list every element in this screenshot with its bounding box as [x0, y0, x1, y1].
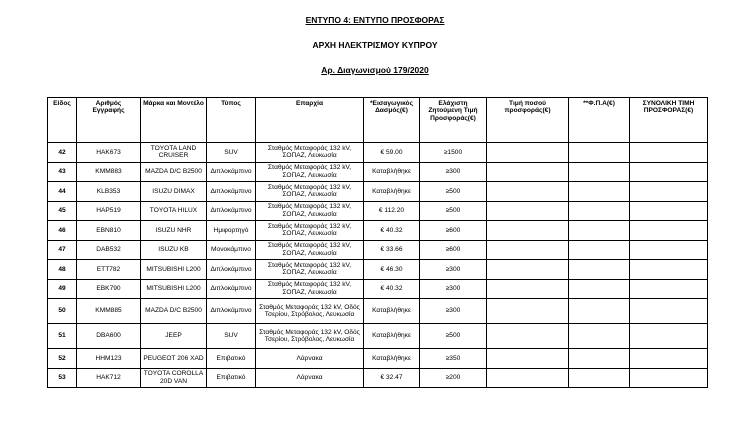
cell-item: 49 [48, 279, 77, 299]
cell-type: Επιβατικό [207, 349, 256, 369]
cell-min-price: ≥500 [420, 201, 487, 221]
header-row [48, 98, 708, 143]
cell-min-price: ≥600 [420, 240, 487, 260]
cell-district: Σταθμός Μεταφοράς 132 kV, Οδός Τσερίου, Στρόβολος, Λευκωσία [256, 324, 364, 349]
cell-registration: HHM123 [77, 349, 141, 369]
offer-price-input-cell[interactable] [487, 182, 569, 202]
cell-min-price: ≥300 [420, 299, 487, 324]
cell-item: 47 [48, 240, 77, 260]
cell-type: Διπλοκάμπινο [207, 279, 256, 299]
cell-registration: DBA600 [77, 324, 141, 349]
table-row [48, 201, 708, 221]
cell-make-model: MAZDA D/C B2500 [141, 162, 207, 182]
header-make-model: Μάρκα και Μοντέλο [141, 98, 207, 143]
cell-make-model: TOYOTA HILUX [141, 201, 207, 221]
tender-number: Αρ. Διαγωνισμού 179/2020 [321, 65, 429, 75]
offer-price-input-cell[interactable] [487, 260, 569, 280]
cell-registration: EBK790 [77, 279, 141, 299]
cell-import-duty: Καταβλήθηκε [364, 182, 420, 202]
offer-table [47, 97, 708, 388]
table-row [48, 240, 708, 260]
table-row [48, 368, 708, 388]
cell-district: Σταθμός Μεταφοράς 132 kV, ΣΟΠΑΖ, Λευκωσία [256, 221, 364, 241]
table-row [48, 260, 708, 280]
cell-type: Διπλοκάμπινο [207, 201, 256, 221]
cell-type: Διπλοκάμπινο [207, 260, 256, 280]
total-price-input-cell[interactable] [630, 324, 708, 349]
cell-registration: HAK673 [77, 143, 141, 163]
cell-import-duty: Καταβλήθηκε [364, 299, 420, 324]
cell-make-model: JEEP [141, 324, 207, 349]
cell-make-model: ISUZU NHR [141, 221, 207, 241]
cell-min-price: ≥600 [420, 221, 487, 241]
cell-import-duty: Καταβλήθηκε [364, 349, 420, 369]
table-row [48, 299, 708, 324]
header-import-duty: *Εισαγωγικός Δασμός(€) [364, 98, 420, 143]
cell-registration: KMM885 [77, 299, 141, 324]
cell-import-duty: Καταβλήθηκε [364, 162, 420, 182]
cell-make-model: ISUZU DIMAX [141, 182, 207, 202]
cell-item: 42 [48, 143, 77, 163]
cell-registration: KLB353 [77, 182, 141, 202]
cell-import-duty: € 46.30 [364, 260, 420, 280]
vat-input-cell[interactable] [569, 279, 630, 299]
total-price-input-cell[interactable] [630, 201, 708, 221]
cell-make-model: MAZDA D/C B2500 [141, 299, 207, 324]
cell-import-duty: € 33.66 [364, 240, 420, 260]
table-row [48, 162, 708, 182]
cell-type: SUV [207, 324, 256, 349]
header-min-price: Ελάχιστη Ζητούμενη Τιμή Προσφοράς(€) [420, 98, 487, 143]
vat-input-cell[interactable] [569, 221, 630, 241]
table-row [48, 279, 708, 299]
cell-district: Σταθμός Μεταφοράς 132 kV, ΣΟΠΑΖ, Λευκωσία [256, 162, 364, 182]
cell-registration: HAP519 [77, 201, 141, 221]
cell-make-model: TOYOTA LAND CRUISER [141, 143, 207, 163]
table-row [48, 349, 708, 369]
cell-type: Διπλοκάμπινο [207, 299, 256, 324]
cell-registration: HAK712 [77, 368, 141, 388]
form-title: ΕΝΤΥΠΟ 4: ΕΝΤΥΠΟ ΠΡΟΣΦΟΡΑΣ [305, 15, 445, 25]
offer-price-input-cell[interactable] [487, 279, 569, 299]
cell-item: 45 [48, 201, 77, 221]
header-vat: **Φ.Π.Α(€) [569, 98, 630, 143]
cell-district: Σταθμός Μεταφοράς 132 kV, Οδός Τσερίου, Στρόβολος, Λευκωσία [256, 299, 364, 324]
cell-import-duty: Καταβλήθηκε [364, 324, 420, 349]
vat-input-cell[interactable] [569, 162, 630, 182]
cell-registration: EBN810 [77, 221, 141, 241]
cell-min-price: ≥500 [420, 182, 487, 202]
cell-make-model: MITSUBISHI L200 [141, 260, 207, 280]
cell-type: Διπλοκάμπινο [207, 182, 256, 202]
total-price-input-cell[interactable] [630, 349, 708, 369]
cell-district: Σταθμός Μεταφοράς 132 kV, ΣΟΠΑΖ, Λευκωσία [256, 182, 364, 202]
total-price-input-cell[interactable] [630, 260, 708, 280]
vat-input-cell[interactable] [569, 182, 630, 202]
vat-input-cell[interactable] [569, 201, 630, 221]
cell-registration: KMM883 [77, 162, 141, 182]
cell-district: Σταθμός Μεταφοράς 132 kV, ΣΟΠΑΖ, Λευκωσία [256, 240, 364, 260]
cell-min-price: ≥300 [420, 279, 487, 299]
cell-district: Σταθμός Μεταφοράς 132 kV, ΣΟΠΑΖ, Λευκωσία [256, 279, 364, 299]
header-type: Τύπος [207, 98, 256, 143]
cell-type: SUV [207, 143, 256, 163]
header-offer-price: Τιμή ποσού προσφοράς(€) [487, 98, 569, 143]
table-row [48, 221, 708, 241]
offer-price-input-cell[interactable] [487, 299, 569, 324]
offer-price-input-cell[interactable] [487, 368, 569, 388]
cell-import-duty: € 32.47 [364, 368, 420, 388]
cell-import-duty: € 59.00 [364, 143, 420, 163]
total-price-input-cell[interactable] [630, 143, 708, 163]
header-item: Είδος [48, 98, 77, 143]
cell-make-model: PEUGEOT 206 XAD [141, 349, 207, 369]
cell-district: Σταθμός Μεταφοράς 132 kV, ΣΟΠΑΖ, Λευκωσία [256, 201, 364, 221]
cell-item: 48 [48, 260, 77, 280]
cell-item: 53 [48, 368, 77, 388]
cell-registration: DAB532 [77, 240, 141, 260]
table-row [48, 182, 708, 202]
cell-make-model: TOYOTA COROLLA 20D VAN [141, 368, 207, 388]
cell-district: Σταθμός Μεταφοράς 132 kV, ΣΟΠΑΖ, Λευκωσία [256, 143, 364, 163]
cell-type: Ημιφορτηγό [207, 221, 256, 241]
vat-input-cell[interactable] [569, 349, 630, 369]
table-row [48, 143, 708, 163]
cell-min-price: ≥1500 [420, 143, 487, 163]
total-price-input-cell[interactable] [630, 240, 708, 260]
offer-price-input-cell[interactable] [487, 324, 569, 349]
table-row [48, 324, 708, 349]
offer-price-input-cell[interactable] [487, 240, 569, 260]
vat-input-cell[interactable] [569, 240, 630, 260]
offer-price-input-cell[interactable] [487, 349, 569, 369]
cell-make-model: MITSUBISHI L200 [141, 279, 207, 299]
header-total: ΣΥΝΟΛΙΚΗ ΤΙΜΗ ΠΡΟΣΦΟΡΑΣ(€) [630, 98, 708, 143]
vat-input-cell[interactable] [569, 299, 630, 324]
cell-type: Μονοκάμπινο [207, 240, 256, 260]
cell-import-duty: € 40.32 [364, 279, 420, 299]
total-price-input-cell[interactable] [630, 182, 708, 202]
cell-make-model: ISUZU KB [141, 240, 207, 260]
total-price-input-cell[interactable] [630, 162, 708, 182]
total-price-input-cell[interactable] [630, 279, 708, 299]
cell-min-price: ≥500 [420, 324, 487, 349]
cell-registration: ETT782 [77, 260, 141, 280]
cell-district: Σταθμός Μεταφοράς 132 kV, ΣΟΠΑΖ, Λευκωσία [256, 260, 364, 280]
cell-min-price: ≥200 [420, 368, 487, 388]
offer-price-input-cell[interactable] [487, 143, 569, 163]
header-district: Επαρχία [256, 98, 364, 143]
cell-item: 44 [48, 182, 77, 202]
cell-type: Διπλοκάμπινο [207, 162, 256, 182]
offer-price-input-cell[interactable] [487, 221, 569, 241]
vat-input-cell[interactable] [569, 143, 630, 163]
cell-item: 51 [48, 324, 77, 349]
total-price-input-cell[interactable] [630, 368, 708, 388]
cell-import-duty: € 40.32 [364, 221, 420, 241]
cell-item: 50 [48, 299, 77, 324]
cell-item: 52 [48, 349, 77, 369]
offer-price-input-cell[interactable] [487, 162, 569, 182]
vat-input-cell[interactable] [569, 324, 630, 349]
header-registration: Αριθμός Εγγραφής [77, 98, 141, 143]
cell-item: 43 [48, 162, 77, 182]
total-price-input-cell[interactable] [630, 221, 708, 241]
cell-type: Επιβατικό [207, 368, 256, 388]
vat-input-cell[interactable] [569, 260, 630, 280]
organization-name: ΑΡΧΗ ΗΛΕΚΤΡΙΣΜΟΥ ΚΥΠΡΟΥ [312, 40, 438, 50]
cell-min-price: ≥350 [420, 349, 487, 369]
cell-district: Λάρνακα [256, 368, 364, 388]
cell-min-price: ≥300 [420, 162, 487, 182]
total-price-input-cell[interactable] [630, 299, 708, 324]
cell-import-duty: € 112.20 [364, 201, 420, 221]
vat-input-cell[interactable] [569, 368, 630, 388]
cell-district: Λάρνακα [256, 349, 364, 369]
offer-price-input-cell[interactable] [487, 201, 569, 221]
cell-min-price: ≥300 [420, 260, 487, 280]
cell-item: 46 [48, 221, 77, 241]
